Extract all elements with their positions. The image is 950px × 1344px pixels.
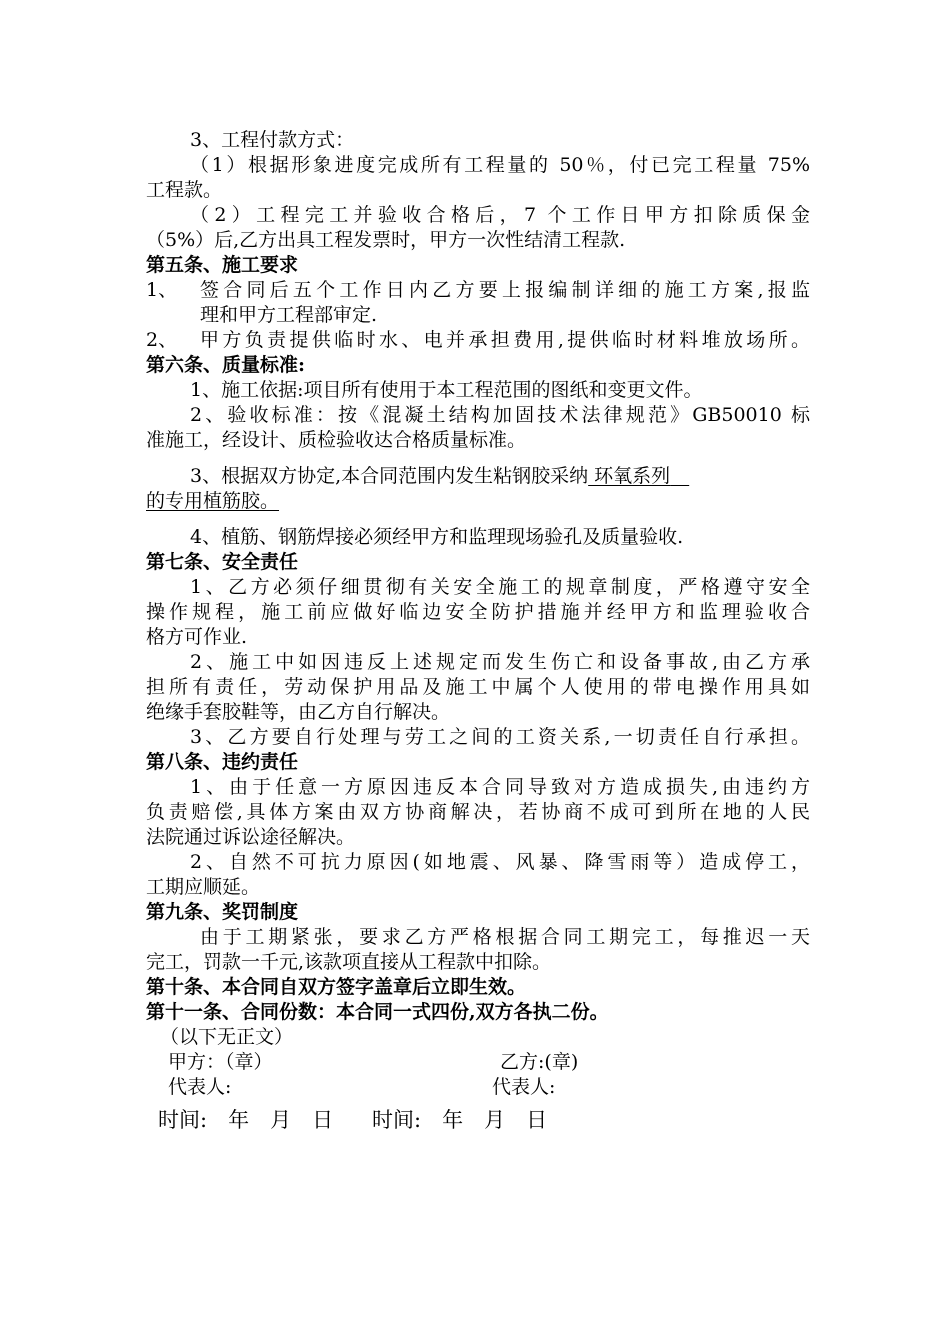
- payment-item1-line1: （1）根据形象进度完成所有工程量的 50％，付已完工程量 75%: [190, 154, 810, 176]
- article-6-item3-line1: [190, 464, 689, 489]
- article-8-item1-line1: 1、由于任意一方原因违反本合同导致对方造成损失,由违约方: [190, 776, 810, 798]
- article-6-item3-line2: [146, 489, 279, 514]
- article-5-item1-line2: 理和甲方工程部审定.: [200, 304, 378, 326]
- article-9-line1: 由于工期紧张，要求乙方严格根据合同工期完工，每推迟一天: [200, 926, 810, 948]
- article-8-item1-line2: 负责赔偿,具体方案由双方协商解决，若协商不成可到所在地的人民: [146, 801, 810, 823]
- article-8-item2-line2: 工期应顺延。: [146, 876, 261, 898]
- article-7-item2-line1: 2、施工中如因违反上述规定而发生伤亡和设备事故,由乙方承: [190, 651, 810, 673]
- party-b-seal-label: 乙方:(章): [500, 1051, 579, 1073]
- no-more-text-note: （以下无正文）: [160, 1026, 294, 1048]
- article-9-line2: 完工，罚款一千元,该款项直接从工程款中扣除。: [146, 951, 552, 973]
- payment-title: 3、工程付款方式：: [190, 129, 355, 151]
- party-a-seal-label: 甲方：（章）: [168, 1051, 273, 1073]
- party-a-representative-label: 代表人:: [168, 1076, 232, 1098]
- payment-item1-line2: 工程款。: [146, 179, 223, 201]
- article-6-item3-text: 3、根据双方协定,本合同范围内发生粘钢胶采纳: [190, 465, 589, 487]
- article-9-heading: 第九条、奖罚制度: [146, 901, 299, 923]
- article-5-item2-line1: 甲方负责提供临时水、电并承担费用,提供临时材料堆放场所。: [200, 329, 810, 351]
- article-7-item3: 3、乙方要自行处理与劳工之间的工资关系,一切责任自行承担。: [190, 726, 810, 748]
- article-8-heading: 第八条、违约责任: [146, 751, 299, 773]
- article-6-item3-underlined-2: 的专用植筋胶。: [146, 490, 280, 512]
- article-7-item1-line1: 1、乙方必须仔细贯彻有关安全施工的规章制度，严格遵守安全: [190, 576, 810, 598]
- party-b-representative-label: 代表人:: [492, 1076, 556, 1098]
- article-6-item2-line2: 准施工，经设计、质检验收达合格质量标准。: [146, 429, 527, 451]
- article-5-item1-number: 1、: [146, 279, 178, 301]
- article-11-heading: 第十一条、合同份数：本合同一式四份,双方各执二份。: [146, 1001, 609, 1023]
- article-7-item1-line3: 格方可作业.: [146, 626, 248, 648]
- payment-item2-line2: （5%）后,乙方出具工程发票时，甲方一次性结清工程款.: [146, 229, 626, 251]
- party-b-date-label: 时间: 年 月 日: [372, 1108, 548, 1132]
- article-5-item2-number: 2、: [146, 329, 178, 351]
- article-6-item4: 4、植筋、钢筋焊接必须经甲方和监理现场验孔及质量验收.: [190, 526, 684, 548]
- article-5-item1-line1: 签合同后五个工作日内乙方要上报编制详细的施工方案,报监: [200, 279, 810, 301]
- article-7-item2-line2: 担所有责任，劳动保护用品及施工中属个人使用的带电操作用具如: [146, 676, 810, 698]
- article-6-heading: 第六条、质量标准:: [146, 354, 306, 376]
- article-7-item2-line3: 绝缘手套胶鞋等，由乙方自行解决。: [146, 701, 451, 723]
- article-7-heading: 第七条、安全责任: [146, 551, 299, 573]
- article-6-item2-line1: 2、验收标准：按《混凝土结构加固技术法律规范》GB50010 标: [190, 404, 810, 426]
- article-8-item2-line1: 2、自然不可抗力原因(如地震、风暴、降雪雨等）造成停工，: [190, 851, 810, 873]
- article-6-item3-underline-pad: [670, 465, 689, 487]
- article-8-item1-line3: 法院通过诉讼途径解决。: [146, 826, 356, 848]
- payment-item2-line1: （2）工程完工并验收合格后，7 个工作日甲方扣除质保金: [190, 204, 810, 226]
- article-7-item1-line2: 操作规程，施工前应做好临边安全防护措施并经甲方和监理验收合: [146, 601, 810, 623]
- article-10-heading: 第十条、本合同自双方签字盖章后立即生效。: [146, 976, 527, 998]
- party-a-date-label: 时间: 年 月 日: [158, 1108, 334, 1132]
- article-5-heading: 第五条、施工要求: [146, 254, 299, 276]
- article-6-item1: 1、施工依据:项目所有使用于本工程范围的图纸和变更文件。: [190, 379, 703, 401]
- article-6-item3-underlined: 环氧系列: [588, 465, 671, 487]
